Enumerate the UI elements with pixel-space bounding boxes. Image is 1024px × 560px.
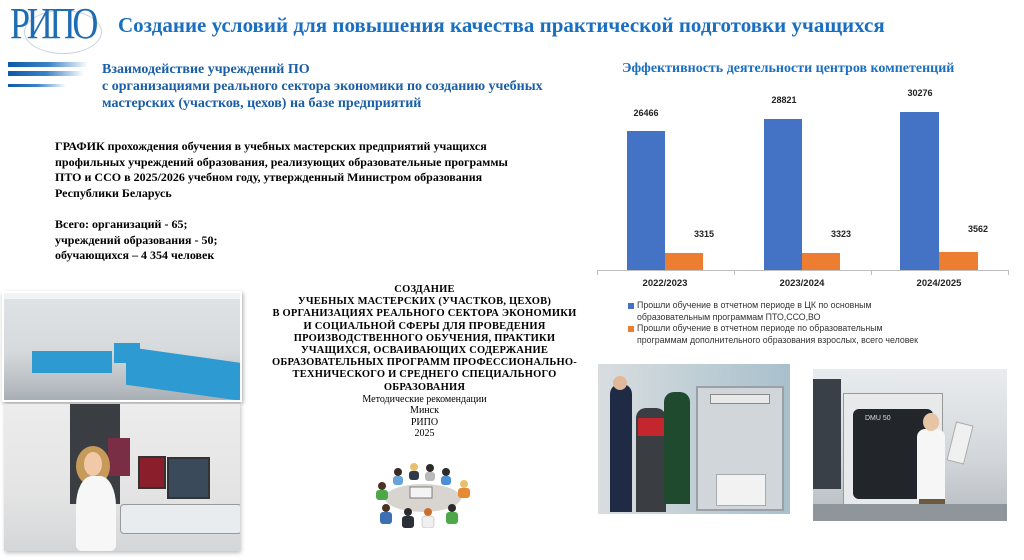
bar-series2-2022 [665, 253, 703, 270]
axis-tick [871, 270, 872, 275]
value-label: 3323 [830, 229, 852, 239]
schedule-line: ПТО и ССО в 2025/2026 учебном году, утвержденный Министром образования [55, 170, 483, 184]
bar-series2-2023 [802, 253, 840, 270]
axis-tick [1008, 270, 1009, 275]
category-label: 2022/2023 [642, 278, 688, 289]
decorative-stripe [8, 71, 84, 76]
chart-title: Эффективность деятельности центров компетенций [622, 61, 955, 76]
lab-photo [4, 404, 240, 551]
machine-panel [108, 438, 130, 476]
legend-swatch-orange-icon [628, 326, 634, 332]
cnc-label: DMU 50 [865, 415, 891, 422]
legend-text: Прошли обучение в отчетном периоде в ЦК по основным [637, 300, 872, 310]
axis-tick [734, 270, 735, 275]
machine-side [813, 379, 841, 489]
page-title: Создание условий для повышения качества практической подготовки учащихся [118, 13, 885, 37]
subtitle-line: мастерских (участков, цехов) на базе предприятий [102, 96, 422, 111]
logo-text: РИПО [10, 0, 96, 48]
radiator [716, 474, 766, 506]
workbench-shape [126, 347, 242, 402]
book-title-line: УЧЕБНЫХ МАСТЕРСКИХ (УЧАСТКОВ, ЦЕХОВ) [297, 296, 552, 308]
subtitle-line: Взаимодействие учреждений ПО [102, 62, 310, 77]
bar-series1-2024 [900, 112, 939, 270]
value-label: 30276 [907, 88, 933, 98]
legend-text: Прошли обучение в отчетном периоде по образовательным [637, 323, 883, 333]
face-shape [84, 452, 102, 476]
ceiling-shape [4, 293, 242, 299]
section-subtitle [102, 61, 543, 112]
book-title-line: ТЕХНИЧЕСКОГО И СРЕДНЕГО СПЕЦИАЛЬНОГО [292, 369, 557, 381]
decorative-stripe [8, 84, 66, 87]
subtitle-line: с организациями реального сектора экономики по созданию учебных [102, 79, 543, 94]
book-meta [262, 394, 587, 440]
students-photo [598, 364, 790, 514]
book-genre: Методические рекомендации [362, 393, 487, 405]
total-institutions: учреждений образования - 50; [55, 232, 218, 247]
book-title-line: ОБРАЗОВАНИЯ [383, 381, 466, 393]
student-1 [610, 384, 632, 512]
book-publisher: РИПО [410, 416, 439, 428]
bar-series1-2023 [764, 119, 802, 270]
book-title-line: УЧАЩИХСЯ, ОСВАИВАЮЩИХ СОДЕРЖАНИЕ [300, 345, 549, 357]
book-title-line: СОЗДАНИЕ [394, 284, 455, 295]
bar-series2-2024 [939, 252, 978, 270]
book-year: 2025 [414, 428, 435, 440]
legend-item-additional-programs [628, 323, 968, 346]
meeting-illustration-icon [368, 458, 478, 528]
workbench-shape [32, 351, 112, 373]
legend-text: программам дополнительного образования взрослых, всего человек [637, 334, 919, 345]
total-organizations: Всего: организаций - 65; [55, 217, 188, 231]
book-title-line: ПРОИЗВОДСТВЕННОГО ОБУЧЕНИЯ, ПРАКТИКИ [293, 332, 556, 344]
desk-shape [120, 504, 240, 534]
schedule-line: профильных учреждений образования, реализующих образовательные программы [55, 154, 508, 169]
operator-shirt [917, 429, 945, 501]
book-cover [262, 284, 587, 440]
book-city: Минск [410, 405, 439, 417]
workshop-photo [2, 291, 242, 402]
stand-display [710, 394, 770, 404]
schedule-text [55, 139, 555, 264]
legend-text: образовательным программам ПТО,ССО,ВО [637, 311, 821, 322]
ripo-logo [6, 2, 106, 52]
operator-face [923, 413, 939, 431]
category-label: 2023/2024 [779, 278, 825, 289]
total-students: обучающихся – 4 354 человек [55, 248, 215, 262]
totals-block [55, 217, 555, 264]
monitor-right [167, 457, 210, 499]
book-title-line: ОБРАЗОВАТЕЛЬНЫХ ПРОГРАММ ПРОФЕССИОНАЛЬНО- [272, 357, 577, 369]
value-label: 26466 [633, 108, 659, 118]
bar-series1-2022 [627, 131, 665, 270]
book-title-line: В ОРГАНИЗАЦИЯХ РЕАЛЬНОГО СЕКТОРА ЭКОНОМИКИ [272, 308, 577, 320]
axis-tick [597, 270, 598, 275]
value-label: 3315 [693, 229, 715, 239]
chart-legend [628, 300, 968, 346]
value-label: 28821 [771, 95, 797, 105]
legend-swatch-blue-icon [628, 303, 634, 309]
book-title [262, 284, 587, 394]
x-axis [597, 270, 1009, 271]
decorative-stripe [8, 62, 88, 67]
category-label: 2024/2025 [916, 278, 962, 289]
legend-item-main-programs [628, 300, 968, 323]
schedule-line: Республики Беларусь [55, 185, 172, 200]
control-panel [946, 421, 973, 464]
person-coat [76, 476, 116, 551]
table-shape [813, 504, 1007, 521]
cnc-photo [813, 369, 1007, 521]
student-face [613, 376, 627, 390]
monitor-left [138, 456, 166, 489]
schedule-line: ГРАФИК прохождения обучения в учебных мастерских предприятий учащихся [55, 139, 487, 153]
student-2-jacket [638, 418, 664, 436]
book-title-line: И СОЦИАЛЬНОЙ СФЕРЫ ДЛЯ ПРОВЕДЕНИЯ [303, 320, 546, 332]
student-3 [664, 392, 690, 504]
bar-chart [597, 88, 1009, 290]
value-label: 3562 [967, 224, 989, 234]
